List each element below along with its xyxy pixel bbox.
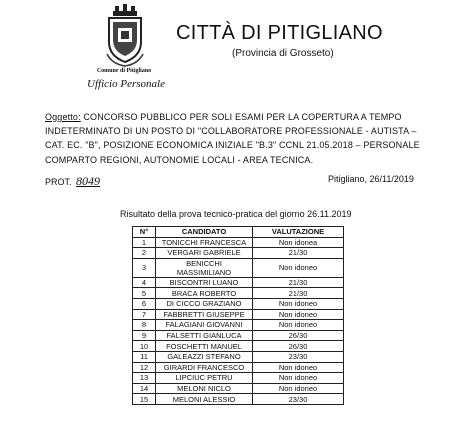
table-row	[133, 309, 344, 320]
subject-label: Oggetto:	[45, 112, 81, 122]
row-evaluation: Non idoneo	[253, 383, 344, 394]
row-candidate: FABBRETTI GIUSEPPE	[156, 309, 253, 320]
result-title: Risultato della prova tecnico-pratica del giorno 26.11.2019	[120, 209, 352, 219]
row-number: 10	[133, 341, 156, 352]
row-candidate: VERGARI GABRIELE	[156, 248, 253, 259]
row-candidate: DI CICCO GRAZIANO	[156, 298, 253, 309]
row-number: 12	[133, 362, 156, 373]
comune-label: Comune di Pitigliano	[96, 68, 152, 74]
row-number: 15	[133, 394, 156, 405]
row-evaluation: 23/30	[253, 351, 344, 362]
row-evaluation: 26/30	[253, 341, 344, 352]
row-number: 9	[133, 330, 156, 341]
table-row	[133, 237, 344, 248]
header-evaluation: VALUTAZIONE	[253, 227, 344, 238]
results-table	[132, 226, 344, 405]
row-candidate: MELONI ALESSIO	[156, 394, 253, 405]
table-row	[133, 258, 344, 277]
row-evaluation: Non idoneo	[253, 258, 344, 277]
row-candidate: BRACA ROBERTO	[156, 288, 253, 299]
table-row	[133, 320, 344, 331]
document-date: Pitigliano, 26/11/2019	[328, 174, 414, 184]
city-title: CITTÀ DI PITIGLIANO	[176, 22, 383, 44]
table-row	[133, 394, 344, 405]
table-row	[133, 351, 344, 362]
row-number: 6	[133, 298, 156, 309]
protocol-line	[45, 174, 100, 189]
protocol-label: PROT.	[45, 177, 72, 187]
table-row	[133, 248, 344, 259]
row-candidate: FOSCHETTI MANUEL	[156, 341, 253, 352]
row-evaluation: Non idonea	[253, 237, 344, 248]
row-number: 11	[133, 351, 156, 362]
table-row	[133, 383, 344, 394]
province-label: (Provincia di Grosseto)	[232, 48, 334, 59]
row-candidate: BISCONTRI LUANO	[156, 277, 253, 288]
row-candidate: FALSETTI GIANLUCA	[156, 330, 253, 341]
municipal-crest-icon	[104, 4, 146, 68]
table-row	[133, 298, 344, 309]
row-candidate: LIPCIUC PETRU	[156, 373, 253, 384]
row-number: 1	[133, 237, 156, 248]
row-number: 13	[133, 373, 156, 384]
row-number: 3	[133, 258, 156, 277]
subject-paragraph	[45, 110, 423, 167]
table-row	[133, 330, 344, 341]
table-header-row	[133, 227, 344, 238]
table-row	[133, 341, 344, 352]
row-evaluation: Non idoneo	[253, 320, 344, 331]
row-number: 8	[133, 320, 156, 331]
row-evaluation: 21/30	[253, 288, 344, 299]
row-candidate: GIRARDI FRANCESCO	[156, 362, 253, 373]
protocol-number: 8049	[76, 174, 101, 188]
row-number: 2	[133, 248, 156, 259]
ufficio-signature: Ufficio Personale	[87, 78, 165, 90]
row-number: 4	[133, 277, 156, 288]
row-evaluation: 26/30	[253, 330, 344, 341]
header-number: N°	[133, 227, 156, 238]
row-evaluation: 21/30	[253, 248, 344, 259]
header-candidate: CANDIDATO	[156, 227, 253, 238]
row-evaluation: Non idoneo	[253, 309, 344, 320]
row-evaluation: Non idoneo	[253, 373, 344, 384]
row-candidate: FALAGIANI GIOVANNI	[156, 320, 253, 331]
row-candidate: GALEAZZI STEFANO	[156, 351, 253, 362]
table-row	[133, 277, 344, 288]
row-number: 14	[133, 383, 156, 394]
row-candidate: TONICCHI FRANCESCA	[156, 237, 253, 248]
row-evaluation: 23/30	[253, 394, 344, 405]
row-number: 5	[133, 288, 156, 299]
table-row	[133, 373, 344, 384]
table-row	[133, 362, 344, 373]
table-row	[133, 288, 344, 299]
row-candidate: MELONI NICLO	[156, 383, 253, 394]
row-number: 7	[133, 309, 156, 320]
row-evaluation: 21/30	[253, 277, 344, 288]
row-candidate: BENICCHI MASSIMILIANO	[156, 258, 253, 277]
row-evaluation: Non idoneo	[253, 362, 344, 373]
subject-text: CONCORSO PUBBLICO PER SOLI ESAMI PER LA COPERTURA A TEMPO INDETERMINATO DI UN POSTO DI "COLLABORATORE PROFESSIONALE - AUTISTA – CAT. EC. "B", POSIZIONE ECONOMICA INIZIALE "B.3" CCNL 21.05.2018 – PERSONALE COMPARTO REGIONI, AUTONOMIE LOCALI - AREA TECNICA.	[45, 112, 420, 165]
row-evaluation: Non idoneo	[253, 298, 344, 309]
